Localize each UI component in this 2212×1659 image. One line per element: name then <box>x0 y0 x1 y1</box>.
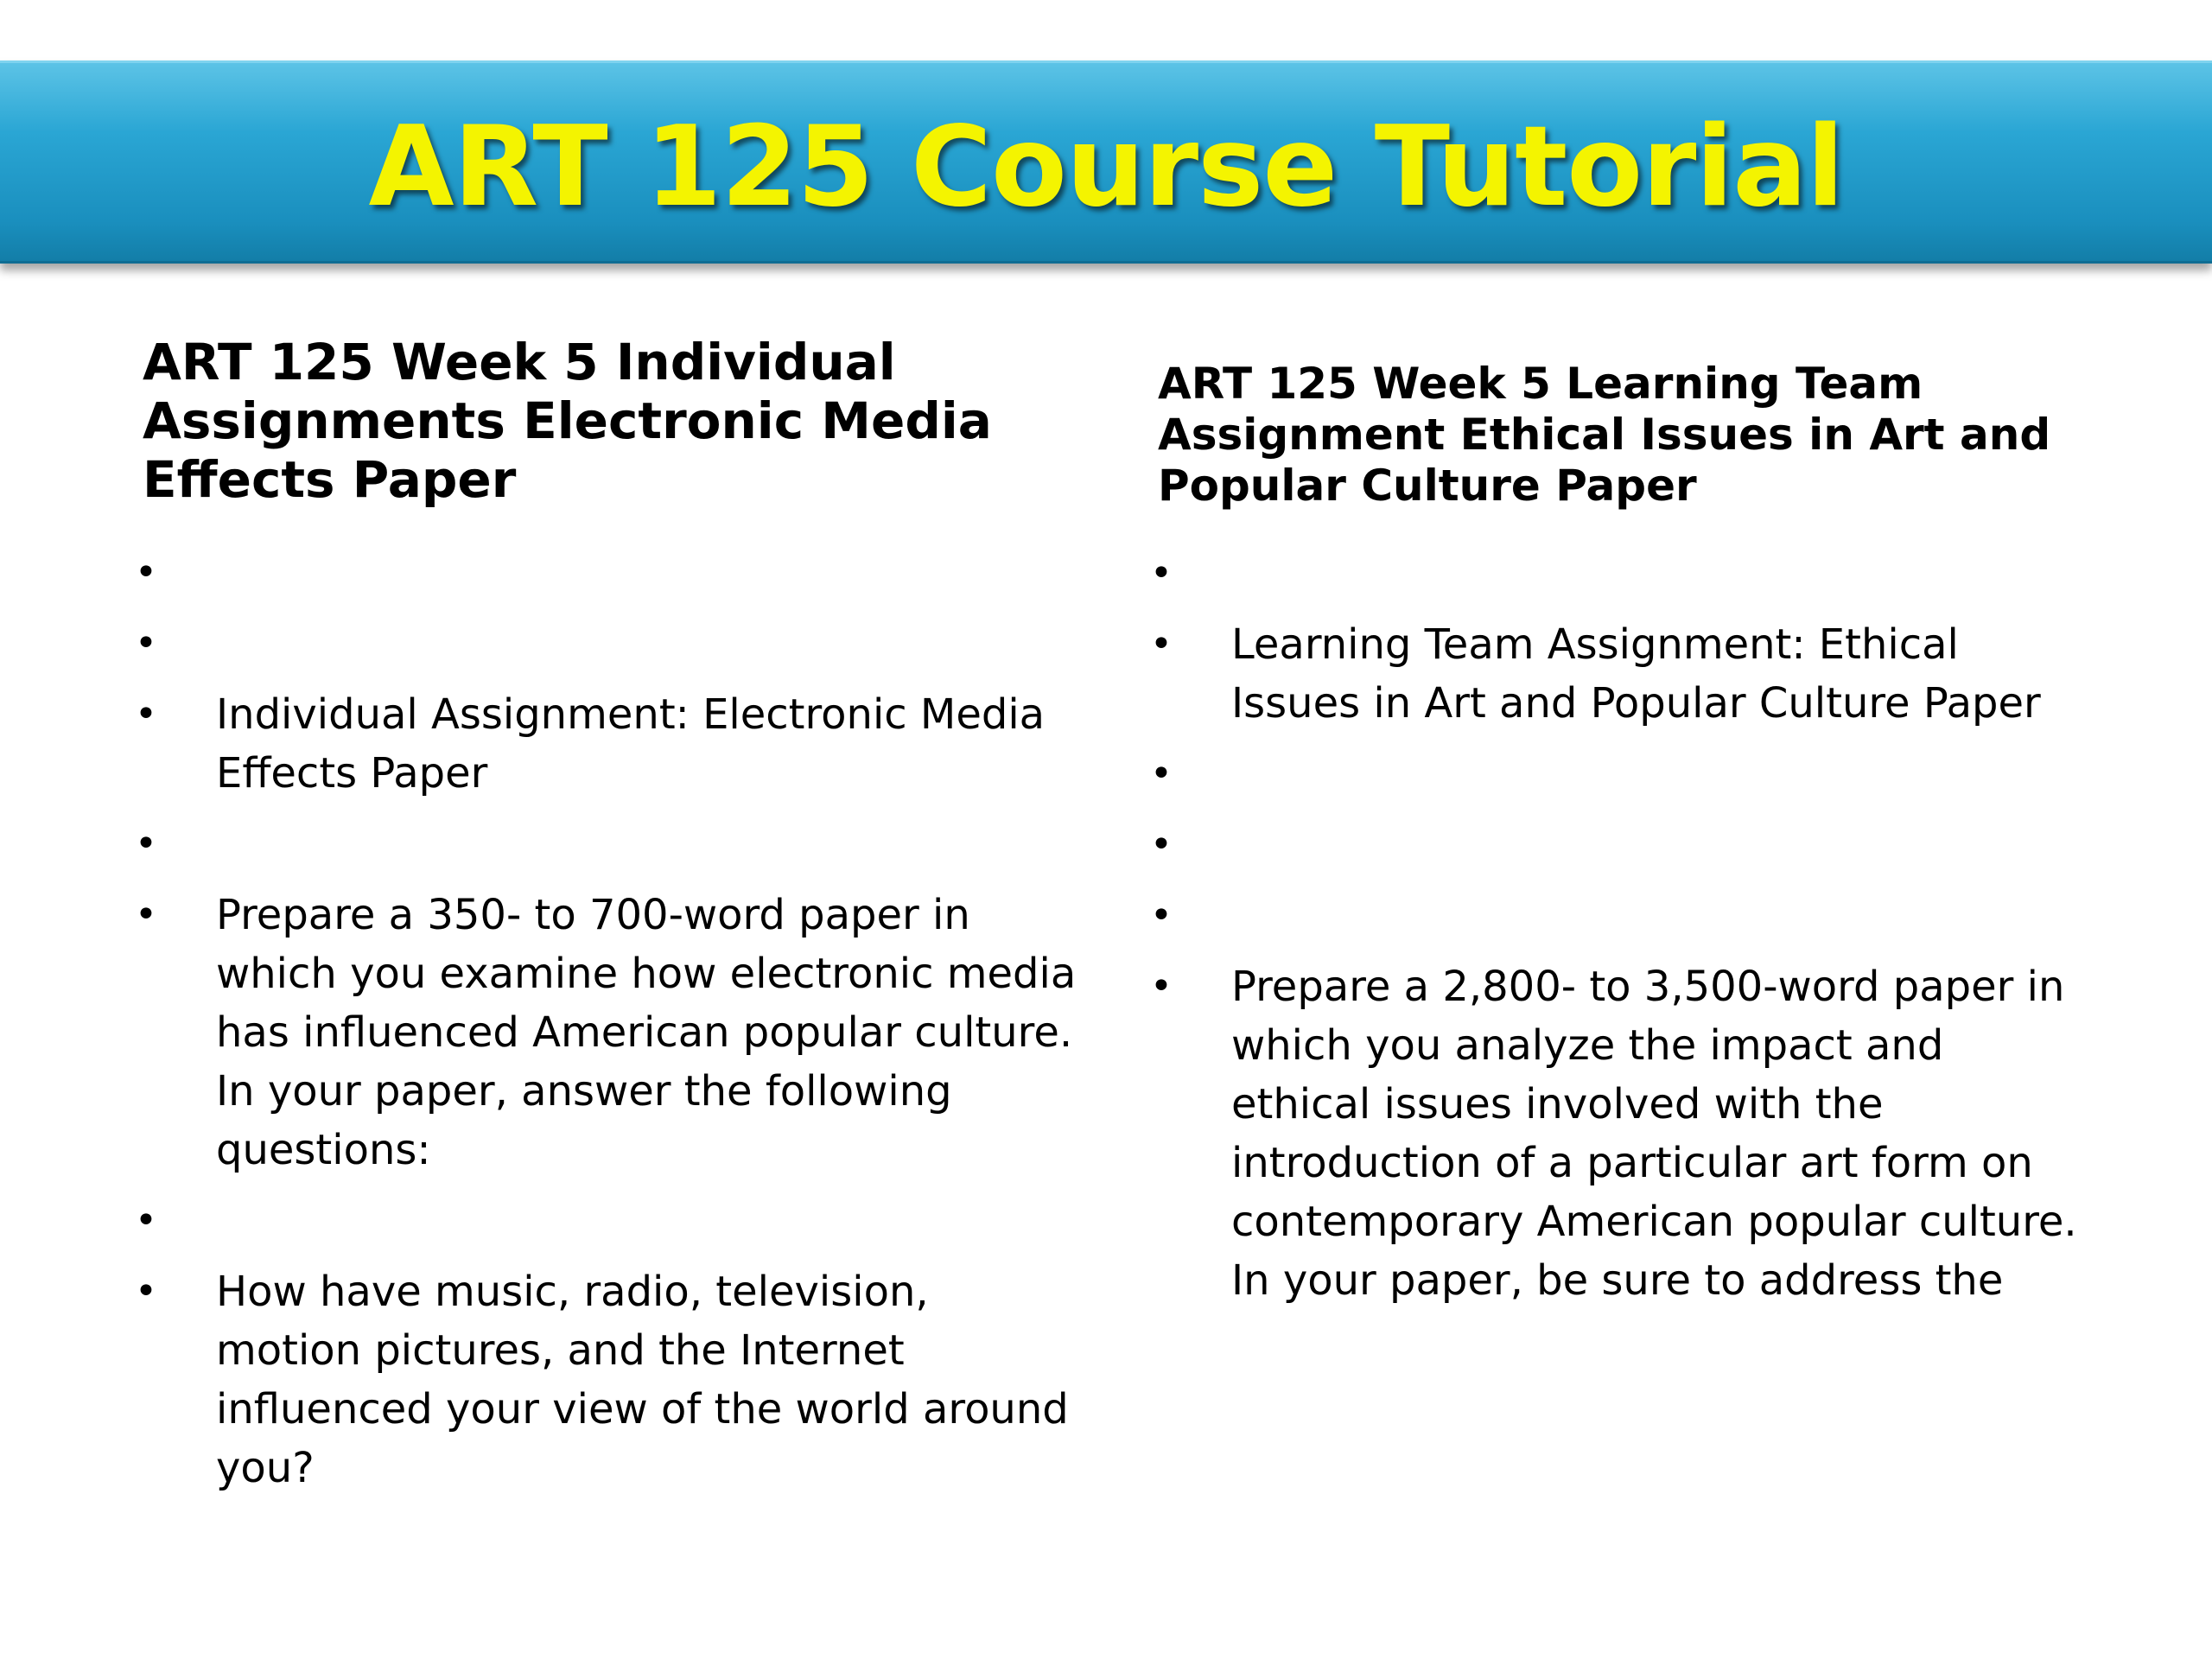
bullet-icon: • <box>135 1269 157 1313</box>
title-banner <box>0 60 2212 264</box>
list-item <box>130 886 1080 1179</box>
left-bullet-list <box>130 543 1080 1497</box>
bullet-icon: • <box>1150 551 1173 595</box>
list-item <box>130 614 1080 673</box>
right-column-heading: ART 125 Week 5 Learning Team Assignment Ethical Issues in Art and Popular Culture Paper <box>1158 359 2051 511</box>
bullet-text: Prepare a 350- to 700-word paper in which you examine how electronic media has influenced American popular culture. In your paper, answer the following questions: <box>216 891 1077 1174</box>
page-title: ART 125 Course Tutorial <box>368 103 1844 232</box>
bullet-icon: • <box>135 621 157 665</box>
bullet-icon: • <box>1150 823 1173 867</box>
bullet-icon: • <box>1150 752 1173 796</box>
list-item <box>1145 887 2095 945</box>
list-item <box>130 1262 1080 1497</box>
bullet-icon: • <box>135 550 157 594</box>
bullet-text: Prepare a 2,800- to 3,500-word paper in which you analyze the impact and ethical issues involved with the introduction of a particular art form on contemporary American popular culture. In your paper, be sure to address the <box>1231 963 2077 1305</box>
list-item <box>130 1192 1080 1250</box>
list-item <box>1145 745 2095 804</box>
list-item <box>1145 957 2095 1310</box>
list-item <box>1145 544 2095 603</box>
left-column <box>130 333 1080 1510</box>
bullet-icon: • <box>1150 893 1173 938</box>
list-item <box>130 685 1080 803</box>
bullet-text: Learning Team Assignment: Ethical Issues in Art and Popular Culture Paper <box>1231 620 2041 728</box>
bullet-icon: • <box>1150 622 1173 666</box>
list-item <box>1145 615 2095 733</box>
right-bullet-list <box>1145 544 2095 1310</box>
bullet-text: Individual Assignment: Electronic Media Effects Paper <box>216 690 1046 798</box>
bullet-text: How have music, radio, television, motion pictures, and the Internet influenced your view of the world around you? <box>216 1268 1069 1492</box>
list-item <box>130 815 1080 874</box>
list-item <box>130 543 1080 602</box>
bullet-icon: • <box>135 1198 157 1243</box>
bullet-icon: • <box>1150 964 1173 1008</box>
bullet-icon: • <box>135 893 157 937</box>
right-column <box>1145 359 2095 1322</box>
bullet-icon: • <box>135 692 157 736</box>
left-column-heading: ART 125 Week 5 Individual Assignments Electronic Media Effects Paper <box>143 333 992 509</box>
bullet-icon: • <box>135 822 157 866</box>
list-item <box>1145 816 2095 874</box>
